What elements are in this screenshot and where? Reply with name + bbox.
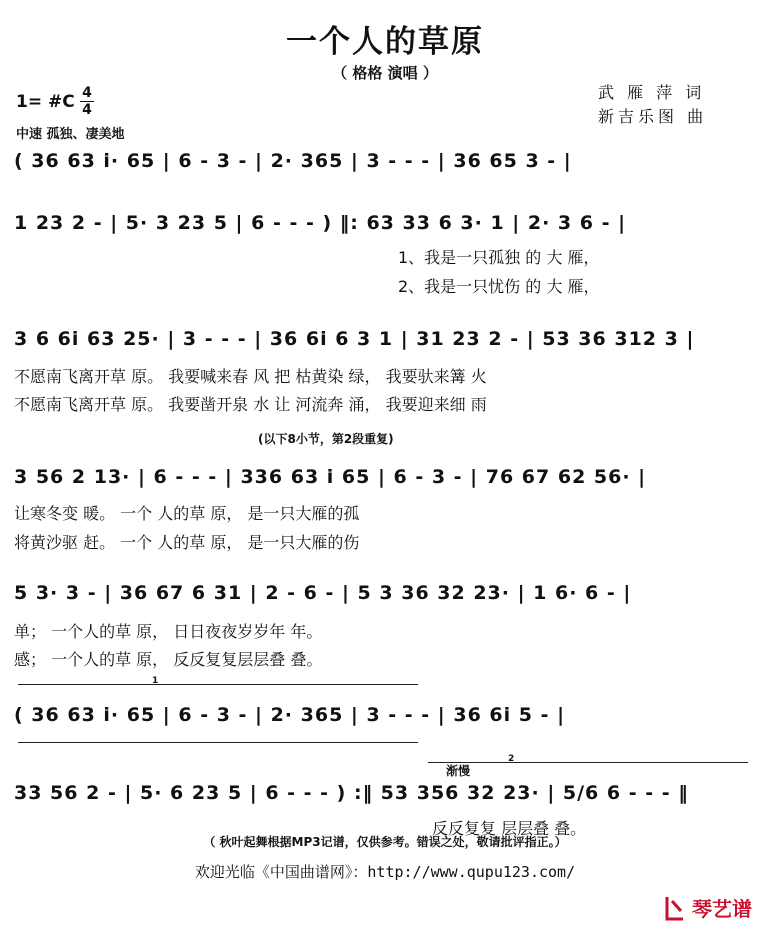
site-link[interactable]: 欢迎光临《中国曲谱网》：http://www.qupu123.com/ <box>194 863 576 881</box>
lyric-row-4-verse-2: 将黄沙驱 赶。 一个 人的草 原， 是一只大雁的伤 <box>14 533 360 552</box>
first-ending-line-bottom <box>18 742 418 743</box>
lyricist-credit: 武 雁 萍 词 <box>598 83 706 102</box>
singer-subtitle: （ 格格 演唱 ） <box>332 64 438 82</box>
logo-mark-icon <box>664 895 686 921</box>
second-ending-line <box>428 762 748 763</box>
first-ending-line-top <box>18 684 418 685</box>
logo-text: 琴艺谱 <box>692 897 752 921</box>
score-row-6: ( 36 63 i· 65 | 6 - 3 - | 2· 365 | 3 - - - | 36 6i 5 - | <box>14 704 566 726</box>
key-signature: 1= #C <box>16 92 75 112</box>
time-sig-top: 4 <box>82 85 92 101</box>
repeat-instruction: (以下8小节，第2段重复) <box>258 432 394 446</box>
lyric-row-5-verse-1: 单； 一个人的草 原， 日日夜夜岁岁年 年。 <box>14 622 323 641</box>
lyric-row-3-verse-1: 不愿南飞离开草 原。 我要喊来春 风 把 枯黄染 绿， 我要驮来篝 火 <box>14 367 487 386</box>
score-row-7: 33 56 2 - | 5· 6 23 5 | 6 - - - ) :‖ 53 356 32 23· | 5/6 6 - - - ‖ <box>14 782 689 804</box>
score-row-1: ( 36 63 i· 65 | 6 - 3 - | 2· 365 | 3 - - - | 36 65 3 - | <box>14 150 572 172</box>
tempo-rit: 渐慢 <box>446 764 471 778</box>
first-ending-number: 1 <box>152 676 159 686</box>
score-row-4: 3 56 2 13· | 6 - - - | 336 63 i 65 | 6 - 3 - | 76 67 62 56· | <box>14 466 647 488</box>
lyric-row-5-verse-2: 感； 一个人的草 原， 反反复复层层叠 叠。 <box>14 650 323 669</box>
lyric-row-2-verse-1: 1、我是一只孤独 的 大 雁， <box>398 248 600 267</box>
score-row-5: 5 3· 3 - | 36 67 6 31 | 2 - 6 - | 5 3 36 32 23· | 1 6· 6 - | <box>14 582 632 604</box>
lyric-row-7: 反反复复 层层叠 叠。 <box>432 819 587 838</box>
time-sig-bottom: 4 <box>82 102 92 118</box>
score-row-2: 1 23 2 - | 5· 3 23 5 | 6 - - - ) ‖: 63 33 6 3· 1 | 2· 3 6 - | <box>14 212 627 234</box>
transcriber-note: （ 秋叶起舞根据MP3记谱，仅供参考。错误之处，敬请批评指正。） <box>203 835 567 849</box>
lyric-row-2-verse-2: 2、我是一只忧伤 的 大 雁， <box>398 277 600 296</box>
lyric-row-4-verse-1: 让寒冬变 暖。 一个 人的草 原， 是一只大雁的孤 <box>14 504 360 523</box>
tempo-marking: 中速 孤独、凄美地 <box>16 127 125 142</box>
second-ending-number: 2 <box>508 754 515 764</box>
page-title: 一个人的草原 <box>286 24 484 60</box>
lyric-row-3-verse-2: 不愿南飞离开草 原。 我要凿开泉 水 让 河流奔 涌， 我要迎来细 雨 <box>14 395 487 414</box>
composer-credit: 新吉乐图 曲 <box>598 107 708 126</box>
brand-logo <box>664 893 752 922</box>
score-row-3: 3 6 6i 63 25· | 3 - - - | 36 6i 6 3 1 | 31 23 2 - | 53 36 312 3 | <box>14 328 695 350</box>
time-signature <box>80 86 94 117</box>
